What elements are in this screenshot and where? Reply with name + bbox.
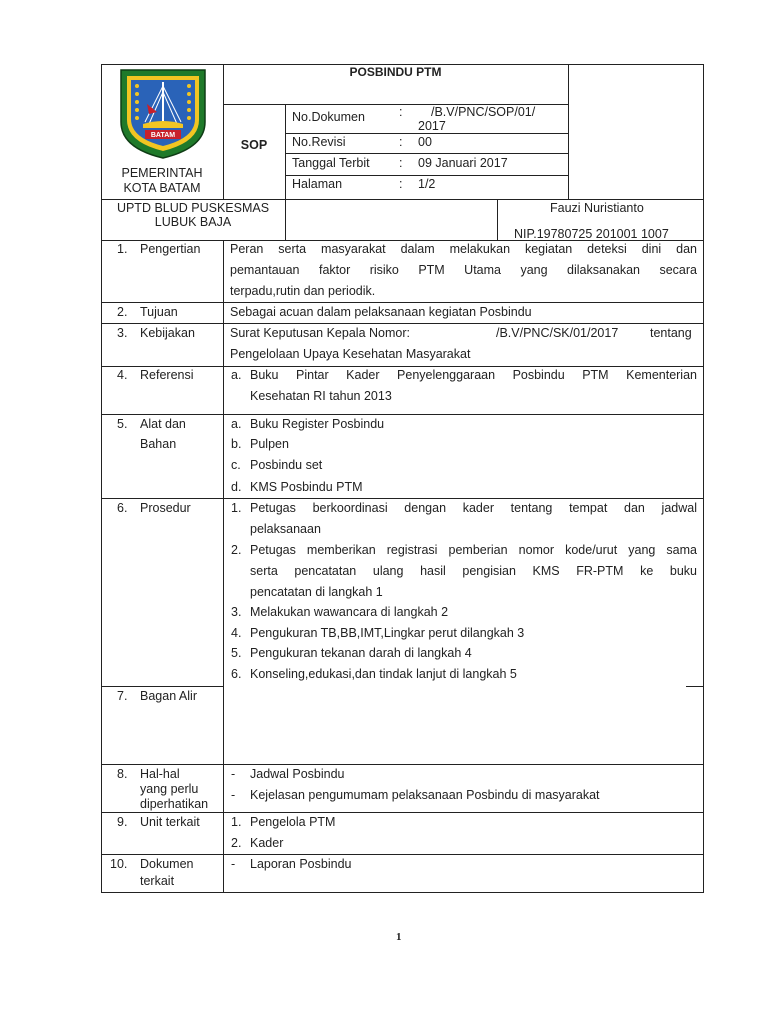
meta-label-no-dokumen: No.Dokumen bbox=[292, 110, 365, 124]
unit-name-line1: UPTD BLUD PUSKESMAS bbox=[116, 201, 270, 215]
meta-colon: : bbox=[399, 156, 403, 170]
list-marker: a. bbox=[231, 368, 242, 382]
section-number: 3. bbox=[117, 326, 128, 340]
prosedur-step-2-line3: pencatatan di langkah 1 bbox=[250, 585, 383, 599]
prosedur-step-2-line1: Petugas memberikan registrasi pemberian nomor kode/urut yang sama bbox=[250, 543, 697, 557]
meta-value-no-dokumen: /B.V/PNC/SOP/01/ bbox=[431, 105, 536, 119]
list-marker: d. bbox=[231, 480, 242, 494]
meta-value-no-dokumen-year: 2017 bbox=[418, 119, 446, 133]
pengertian-line2: pemantauan faktor risiko PTM Utama yang dilaksanakan secara bbox=[230, 263, 697, 277]
prosedur-step-1-line2: pelaksanaan bbox=[250, 522, 321, 536]
list-item: Jadwal Posbindu bbox=[250, 767, 345, 781]
section-number: 4. bbox=[117, 368, 128, 382]
section-number: 6. bbox=[117, 501, 128, 515]
section-number: 5. bbox=[117, 417, 128, 431]
list-item: KMS Posbindu PTM bbox=[250, 480, 363, 494]
section-number: 10. bbox=[110, 857, 128, 871]
meta-colon: : bbox=[399, 135, 403, 149]
section-label-terkait: terkait bbox=[140, 874, 175, 888]
list-item: Posbindu set bbox=[250, 458, 323, 472]
meta-label-no-revisi: No.Revisi bbox=[292, 135, 346, 149]
batam-city-logo bbox=[117, 64, 209, 160]
list-marker: 3. bbox=[231, 605, 242, 619]
signer-nip: NIP.19780725 201001 1007 bbox=[514, 227, 669, 241]
section-label-tujuan: Tujuan bbox=[140, 305, 178, 319]
prosedur-step-2-line2: serta pencatatan ulang hasil pengisian KMS FR-PTM ke buku bbox=[250, 564, 697, 578]
meta-label-tanggal-terbit: Tanggal Terbit bbox=[292, 156, 370, 170]
org-name-line2: KOTA BATAM bbox=[123, 181, 201, 195]
list-item: Pengelola PTM bbox=[250, 815, 336, 829]
signer-name: Fauzi Nuristianto bbox=[550, 201, 644, 215]
referensi-line2: Kesehatan RI tahun 2013 bbox=[250, 389, 392, 403]
list-marker: 5. bbox=[231, 646, 242, 660]
section-label-alat: Alat dan bbox=[140, 417, 186, 431]
kebijakan-line2: Pengelolaan Upaya Kesehatan Masyarakat bbox=[230, 347, 471, 361]
list-marker: 1. bbox=[231, 501, 242, 515]
logo-banner-text: BATAM bbox=[150, 132, 176, 139]
meta-colon: : bbox=[399, 177, 403, 191]
list-marker: - bbox=[231, 788, 236, 802]
page-number: 1 bbox=[396, 931, 402, 943]
prosedur-step-3: Melakukan wawancara di langkah 2 bbox=[250, 605, 449, 619]
list-item: Buku Register Posbindu bbox=[250, 417, 385, 431]
kebijakan-line1-c: tentang bbox=[650, 326, 692, 340]
meta-colon: : bbox=[399, 105, 403, 119]
section-label-referensi: Referensi bbox=[140, 368, 194, 382]
section-label-unit-terkait: Unit terkait bbox=[140, 815, 200, 829]
sop-label: SOP bbox=[240, 138, 268, 152]
section-label-hal-hal: Hal-hal bbox=[140, 767, 180, 781]
section-label-yang-perlu: yang perlu bbox=[140, 782, 199, 796]
section-number: 9. bbox=[117, 815, 128, 829]
list-item: Laporan Posbindu bbox=[250, 857, 352, 871]
list-marker: 2. bbox=[231, 543, 242, 557]
list-marker: c. bbox=[231, 458, 241, 472]
prosedur-step-4: Pengukuran TB,BB,IMT,Lingkar perut dilangkah 3 bbox=[250, 626, 525, 640]
meta-value-no-revisi: 00 bbox=[418, 135, 432, 149]
list-item: Kejelasan pengumumam pelaksanaan Posbindu di masyarakat bbox=[250, 788, 600, 802]
prosedur-step-1-line1: Petugas berkoordinasi dengan kader tentang tempat dan jadwal bbox=[250, 501, 697, 515]
section-number: 7. bbox=[117, 689, 128, 703]
tujuan-text: Sebagai acuan dalam pelaksanaan kegiatan Posbindu bbox=[230, 305, 532, 319]
list-marker: - bbox=[231, 857, 236, 871]
prosedur-step-5: Pengukuran tekanan darah di langkah 4 bbox=[250, 646, 472, 660]
list-marker: 4. bbox=[231, 626, 242, 640]
section-label-diperhatikan: diperhatikan bbox=[140, 797, 209, 811]
prosedur-step-6: Konseling,edukasi,dan tindak lanjut di langkah 5 bbox=[250, 667, 517, 681]
unit-name-line2: LUBUK BAJA bbox=[154, 215, 232, 229]
section-number: 1. bbox=[117, 242, 128, 256]
kebijakan-line1-b: /B.V/PNC/SK/01/2017 bbox=[496, 326, 619, 340]
section-label-kebijakan: Kebijakan bbox=[140, 326, 195, 340]
org-name-line1: PEMERINTAH bbox=[121, 166, 203, 180]
list-marker: 6. bbox=[231, 667, 242, 681]
list-marker: a. bbox=[231, 417, 242, 431]
section-label-dokumen: Dokumen bbox=[140, 857, 194, 871]
section-number: 2. bbox=[117, 305, 128, 319]
referensi-line1: Buku Pintar Kader Penyelenggaraan Posbindu PTM Kementerian bbox=[250, 368, 697, 382]
list-marker: - bbox=[231, 767, 236, 781]
list-marker: 2. bbox=[231, 836, 242, 850]
list-marker: 1. bbox=[231, 815, 242, 829]
meta-value-halaman: 1/2 bbox=[418, 177, 436, 191]
list-item: Pulpen bbox=[250, 437, 289, 451]
section-label-prosedur: Prosedur bbox=[140, 501, 191, 515]
pengertian-line1: Peran serta masyarakat dalam melakukan kegiatan deteksi dini dan bbox=[230, 242, 697, 256]
meta-label-halaman: Halaman bbox=[292, 177, 343, 191]
section-label-pengertian: Pengertian bbox=[140, 242, 201, 256]
section-label-bahan: Bahan bbox=[140, 437, 177, 451]
doc-title: POSBINDU PTM bbox=[349, 65, 442, 79]
section-label-bagan-alir: Bagan Alir bbox=[140, 689, 197, 703]
pengertian-line3: terpadu,rutin dan periodik. bbox=[230, 284, 376, 298]
section-number: 8. bbox=[117, 767, 128, 781]
meta-value-tanggal-terbit: 09 Januari 2017 bbox=[418, 156, 508, 170]
list-item: Kader bbox=[250, 836, 284, 850]
list-marker: b. bbox=[231, 437, 242, 451]
kebijakan-line1-a: Surat Keputusan Kepala Nomor: bbox=[230, 326, 410, 340]
